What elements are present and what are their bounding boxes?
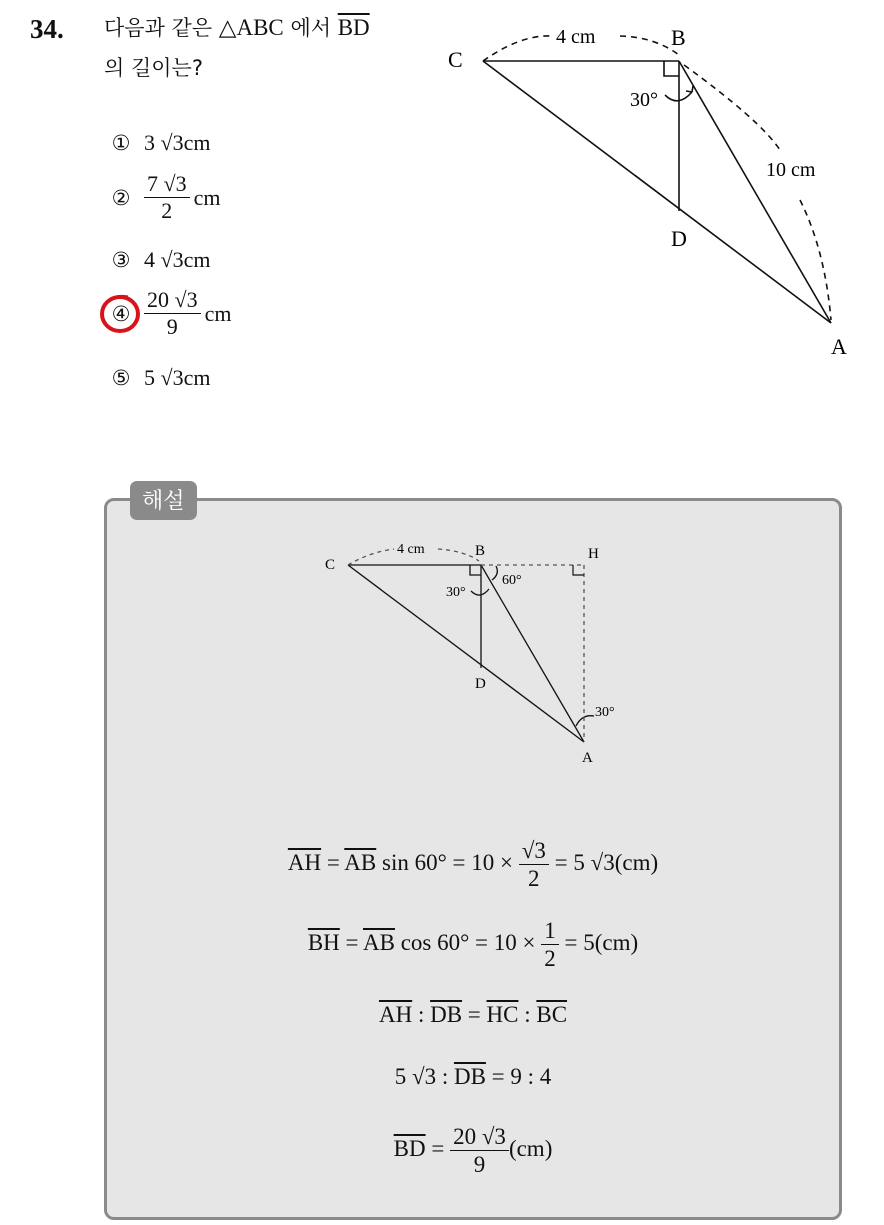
dimension-arc-ab-2 [800,200,831,320]
label-d: D [671,226,687,251]
label-a: A [831,334,847,359]
option-marker: ③ [111,248,131,272]
question-text-line2: 의 길이는? [104,56,203,80]
solution-tag: 해설 [130,481,197,520]
angle-60-label: 60° [502,573,522,588]
option-unit: cm [193,184,221,210]
label-c: C [325,557,336,573]
option-marker: ④ [111,301,131,326]
side-ab-length: 10 cm [766,159,816,181]
angle-b-label: 30° [446,585,466,600]
angle-label: 30° [630,89,658,111]
option-2[interactable] [108,172,220,223]
option-marker: ② [111,185,131,210]
triangle-abc: △ABC [218,15,284,40]
equation-5: $\overline{BD}$ = $\frac{20 √3}{9}$ (cm) [393,1124,553,1178]
dimension-arc-cb [483,36,550,61]
option-fraction: $\frac{7 √3}{2}$ [144,172,190,223]
dimension-arc-ab [684,65,780,150]
right-angle-mark [664,61,679,76]
equation-1: $\overline{AH} = \overline{AB}$ sin 60° = 10 × $\frac{√3}{2}$ = 5 √3(cm) [287,838,659,892]
side-cb-length: 4 cm [397,542,425,557]
solution-figure [320,536,620,771]
equation-2: $\overline{BH} = \overline{AB}$ cos 60° = 10 × $\frac{1}{2}$ = 5(cm) [307,918,639,972]
segment-ba [679,61,831,323]
option-unit: cm [204,300,232,326]
label-b: B [475,543,486,559]
label-c: C [448,47,463,72]
equation-3: $\overline{AH}$ : $\overline{DB} = \overline{HC}$ : $\overline{BC}$ [378,1002,568,1027]
label-a: A [582,750,593,766]
answer-circle-mark [98,292,144,336]
question-lead: 다음과 같은 [104,16,219,40]
triangle-figure [440,20,870,365]
question-text-line1 [104,12,370,44]
option-value: 4 √3cm [144,247,211,272]
option-fraction: $\frac{20 √3}{9}$ [144,288,201,339]
segment-bd: $\overline{BD}$ [337,15,370,40]
option-value: 5 √3cm [144,365,211,390]
side-cb-length: 4 cm [556,26,596,48]
question-number: 34. [30,14,64,44]
option-marker: ⑤ [111,366,131,390]
option-5[interactable] [108,365,210,391]
option-marker: ① [111,131,131,155]
label-b: B [671,25,686,50]
question-mid: 에서 [283,16,338,40]
label-h: H [588,546,599,562]
angle-a-label: 30° [595,705,615,720]
label-d: D [475,676,486,692]
equation-4: 5 √3 : $\overline{DB} = 9$ : 4 [394,1064,552,1089]
option-value: 3 √3cm [144,130,211,155]
option-1[interactable] [108,130,210,156]
option-3[interactable] [108,247,210,273]
